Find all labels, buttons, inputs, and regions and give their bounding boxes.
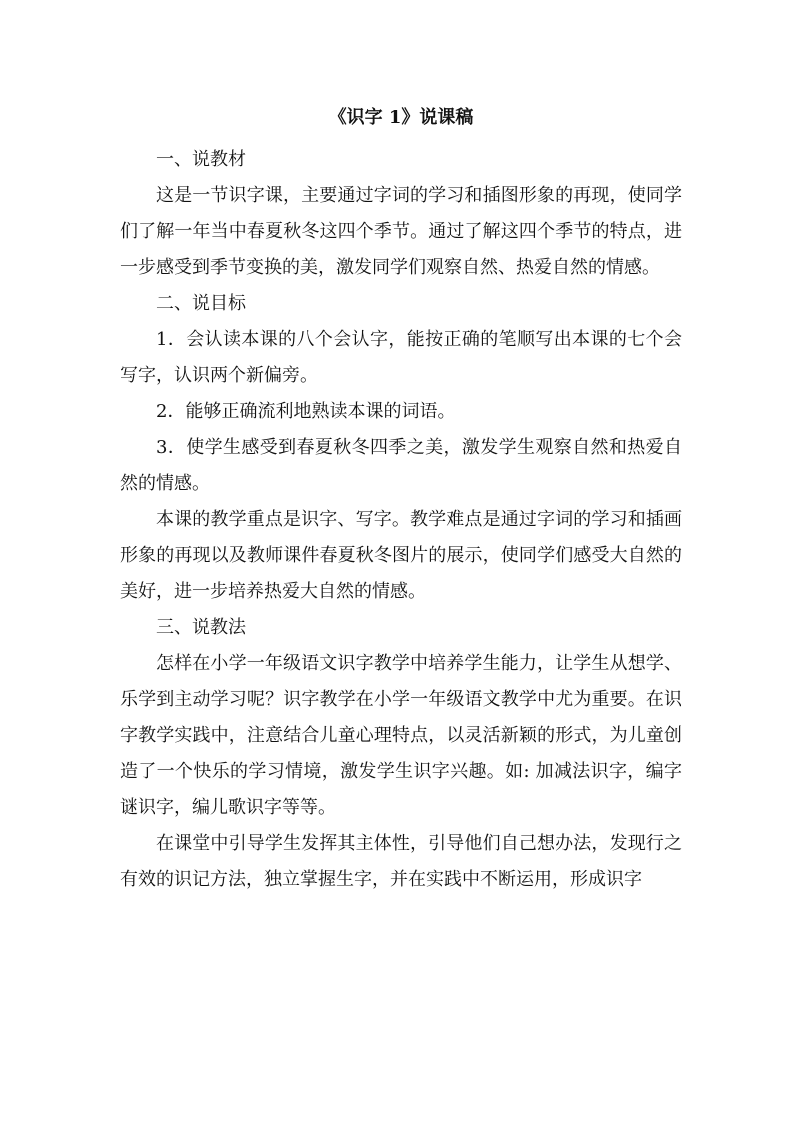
paragraph-methods-1: 怎样在小学一年级语文识字教学中培养学生能力，让学生从想学、乐学到主动学习呢？识字教学在小学一年级语文教学中尤为重要。在识字教学实践中，注意结合儿童心理特点，以灵活新颖的形式，为儿童创造了一个快乐的学习情境，激发学生识字兴趣。如: 加减法识字，编字谜识字，编儿歌识字等等。	[120, 653, 682, 818]
paragraph-methods-2: 在课堂中引导学生发挥其主体性，引导他们自己想办法，发现行之有效的识记方法，独立掌握生字，并在实践中不断运用，形成识字	[120, 833, 682, 890]
paragraph-objective-1: 1．会认读本课的八个会认字，能按正确的笔顺写出本课的七个会写字，认识两个新偏旁。	[120, 329, 682, 386]
paragraph-objective-2: 2．能够正确流利地熟读本课的词语。	[156, 401, 456, 422]
section-heading-objectives: 二、说目标	[156, 293, 246, 314]
paragraph-objective-3: 3．使学生感受到春夏秋冬四季之美，激发学生观察自然和热爱自然的情感。	[120, 437, 682, 494]
section-heading-textbook: 一、说教材	[156, 149, 246, 170]
document-body	[120, 142, 682, 898]
paragraph-textbook-intro: 这是一节识字课，主要通过字词的学习和插图形象的再现，使同学们了解一年当中春夏秋冬这四个季节。通过了解这四个季节的特点，进一步感受到季节变换的美，激发同学们观察自然、热爱自然的情感。	[120, 185, 682, 278]
document-title: 《识字 1》说课稿	[328, 107, 474, 128]
paragraph-key-points: 本课的教学重点是识字、写字。教学难点是通过字词的学习和插画形象的再现以及教师课件春夏秋冬图片的展示，使同学们感受大自然的美好，进一步培养热爱大自然的情感。	[120, 509, 682, 602]
section-heading-methods: 三、说教法	[156, 617, 246, 638]
